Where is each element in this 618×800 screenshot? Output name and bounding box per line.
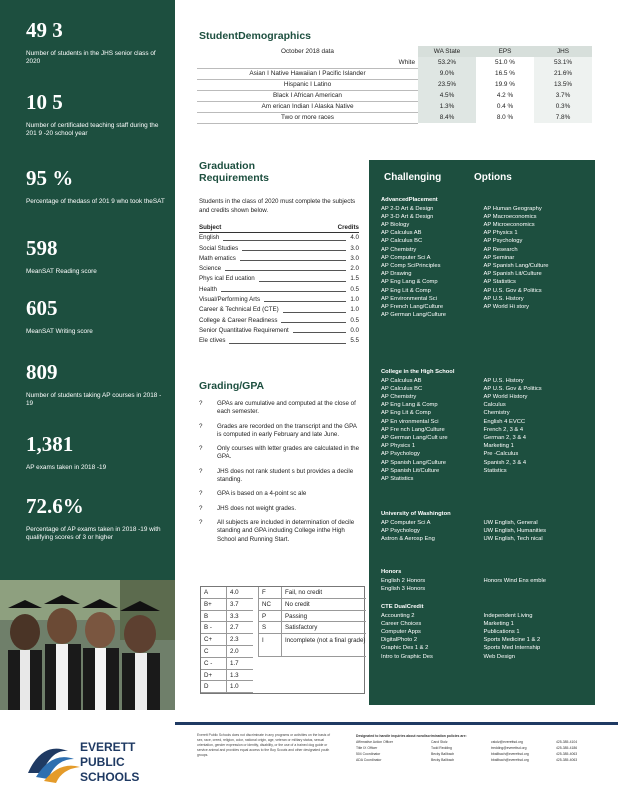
grade-letter: D xyxy=(201,681,226,693)
table-row xyxy=(199,305,359,315)
list-item: UW English, Tech nical xyxy=(483,536,543,542)
grade-letter: C - xyxy=(201,658,226,670)
demographics-title: StudentDemographics xyxy=(199,30,312,42)
list-item: AP 2-D Art & Design xyxy=(381,205,434,212)
list-item: AP German Lang/Cult ure xyxy=(381,435,448,442)
grade-mark: I xyxy=(259,634,281,657)
list-item: UW English, General xyxy=(483,519,538,526)
stat-teaching-staff xyxy=(26,90,166,139)
req-credits: 2.0 xyxy=(350,265,359,273)
req-leader-line xyxy=(229,336,346,343)
list-item: AP Research xyxy=(483,246,518,253)
list-item: Marketing 1 xyxy=(483,620,514,627)
contact-field: Affirmative Action Officer xyxy=(356,740,393,744)
options-right-column xyxy=(484,519,587,544)
list-item: Career Choices xyxy=(381,620,422,627)
demo-eps: 16.5 % xyxy=(476,68,534,79)
logo-word-everett: EVERETT xyxy=(80,740,136,754)
table-row xyxy=(199,254,359,264)
demo-wa: 9.0% xyxy=(418,68,476,79)
options-right-column xyxy=(484,377,587,484)
contact-field: 425-385-4104 xyxy=(556,740,578,744)
req-leader-line xyxy=(259,274,347,281)
stat-label: AP exams taken in 2018 -19 xyxy=(26,464,107,471)
options-columns xyxy=(381,577,586,593)
list-item: German 2, 3 & 4 xyxy=(483,435,527,442)
stat-label: MeanSAT Writing score xyxy=(26,328,93,335)
contact-field: Todd Redding xyxy=(431,746,452,750)
req-subject: Career & Technical Ed (CTE) xyxy=(199,306,279,314)
nondiscrimination-notice: Everett Public Schools does not discriminate in any programs or activities on the basis of sex, race, creed, religion, color, national origin, age, veteran or military status, sexual orientation, gender expression or identity, disability, or the use of a trained dog guide or service animal and provides equal access to the Boy Scouts and other designated youth groups. xyxy=(197,733,331,757)
list-item: AP Eng Lit & Comp xyxy=(381,287,431,294)
stat-ap-students xyxy=(26,360,166,409)
req-credits: 3.0 xyxy=(350,254,359,262)
req-credits: 0.5 xyxy=(350,285,359,293)
req-subject: College & Career Readiness xyxy=(199,316,278,324)
demo-eps: 0.4 % xyxy=(476,101,534,112)
grade-mark-description: Fail, no credit xyxy=(282,587,366,599)
demo-category: Asian I Native Hawaiian I Pacific Islander xyxy=(197,68,418,79)
contact-field: ADA Coordinator xyxy=(356,758,382,762)
list-item: AP Microeconomics xyxy=(483,222,535,228)
demo-wa: 53.2% xyxy=(418,57,476,68)
demo-header-jhs: JHS xyxy=(534,46,592,57)
list-item: ? Only courses with letter grades are calculated in the GPA. xyxy=(199,445,361,462)
req-subject: Social Studies xyxy=(199,244,239,252)
list-item: French 2, 3 & 4 xyxy=(483,426,524,433)
stat-label: MeanSAT Reading score xyxy=(26,268,97,275)
req-credits: 4.0 xyxy=(350,234,359,242)
options-right-column xyxy=(484,577,587,593)
list-item: AP Calculus AB xyxy=(381,377,422,384)
demo-eps: 51.0 % xyxy=(476,57,534,68)
stat-sat-reading xyxy=(26,236,166,276)
demo-eps: 8.0 % xyxy=(476,112,534,123)
list-item: AP Computer Sci A xyxy=(381,519,431,526)
list-item: AP En vironmental Sci xyxy=(381,418,439,425)
stat-value: 49 3 xyxy=(26,18,63,42)
grade-points: 4.0 xyxy=(227,587,253,599)
stat-label: Percentage of thedass of 201 9 who took theSAT xyxy=(26,198,165,205)
options-section-heading: Honors xyxy=(381,569,402,575)
demo-wa: 1.3% xyxy=(418,101,476,112)
contact-field: bballbach@everettsd.org xyxy=(491,752,529,756)
table-row xyxy=(197,68,592,79)
list-item: Accounting 2 xyxy=(381,612,415,619)
demo-category: Black I African American xyxy=(197,90,418,101)
list-item: AP German Lang/Culture xyxy=(381,312,446,319)
stat-value: 809 xyxy=(26,360,58,384)
grade-points: 1.7 xyxy=(227,658,253,670)
list-item: AP Eng Lit & Comp xyxy=(381,410,431,417)
list-item: ? GPA is based on a 4-point sc ale xyxy=(199,490,361,498)
list-item: Spanish 2, 3 & 4 xyxy=(483,459,527,466)
contact-field: 425-385-4063 xyxy=(556,758,578,762)
list-item: ? JHS does not rank student s but provides a decile standing. xyxy=(199,468,361,485)
stat-sat-percentage xyxy=(26,166,166,206)
demo-eps: 19.9 % xyxy=(476,79,534,90)
demo-jhs: 0.3% xyxy=(534,101,592,112)
req-credits: 1.0 xyxy=(350,306,359,314)
grade-mark: F xyxy=(259,587,281,599)
req-subject: Phys ical Ed ucation xyxy=(199,275,255,283)
options-left-column xyxy=(381,377,484,484)
grade-letter: B xyxy=(201,611,226,623)
grade-mark-description: Incomplete (not a final grade) xyxy=(282,634,366,657)
list-item: AP Fre nch Lang/Culture xyxy=(381,426,445,433)
contact-field: Carol Stolz xyxy=(431,740,448,744)
grade-mark-description-column xyxy=(282,587,366,657)
list-item: AP Psychology xyxy=(483,238,523,245)
demo-jhs: 53.1% xyxy=(534,57,592,68)
grade-mark: S xyxy=(259,622,281,634)
stat-sat-writing xyxy=(26,296,166,336)
demo-jhs: 3.7% xyxy=(534,90,592,101)
list-item: AP Physics 1 xyxy=(381,443,416,450)
list-item: Statistics xyxy=(483,467,507,474)
demo-header-wa: WA State xyxy=(418,46,476,57)
list-item: AP U.S. History xyxy=(483,295,524,302)
list-item: AP Calculus BC xyxy=(381,238,423,245)
stat-label: Percentage of AP exams taken in 2018 -19 with qualifying scores of 3 or higher xyxy=(26,526,161,542)
grade-points: 3.7 xyxy=(227,599,253,611)
demo-category: Hispanic I Latino xyxy=(197,79,418,90)
footer-contacts xyxy=(356,733,601,763)
options-columns xyxy=(381,205,586,320)
stat-ap-qualifying xyxy=(26,494,166,543)
table-row xyxy=(199,244,359,254)
list-item: AP Spanish Lit/Culture xyxy=(483,271,542,278)
list-item: AP Spanish Lit/Culture xyxy=(381,467,440,474)
list-item: ? GPAs are cumulative and computed at the close of each semester. xyxy=(199,400,361,417)
grade-letter: B+ xyxy=(201,599,226,611)
contacts-heading: Designated to handle inquiries about nondiscrimination policies are: xyxy=(356,734,467,738)
contact-field: Becky Ballbach xyxy=(431,758,455,762)
contact-row xyxy=(356,757,601,763)
grade-points: 3.3 xyxy=(227,611,253,623)
stat-value: 598 xyxy=(26,236,58,260)
grade-points-column xyxy=(227,587,253,693)
graduation-intro: Students in the class of 2020 must complete the subjects and credits shown below. xyxy=(199,198,356,214)
req-leader-line xyxy=(242,244,346,251)
list-item: AP Comp SciPrinciples xyxy=(381,263,441,270)
list-item: AP Eng Lang & Comp xyxy=(381,279,438,286)
table-row xyxy=(199,274,359,284)
list-item: Independent Living xyxy=(483,612,533,619)
demo-category: White xyxy=(197,57,418,68)
grade-scale-table xyxy=(200,586,365,694)
options-section xyxy=(381,568,586,593)
list-item: AP Environmental Sci xyxy=(381,295,437,302)
table-row xyxy=(199,233,359,243)
stat-label: Number of students in the JHS senior class of 2020 xyxy=(26,50,156,66)
table-row xyxy=(197,57,592,68)
table-row xyxy=(199,316,359,326)
req-credits: 1.5 xyxy=(350,275,359,283)
contact-field: tredding@everettsd.org xyxy=(491,746,527,750)
list-item: Marketing 1 xyxy=(483,443,514,450)
table-row xyxy=(197,79,592,90)
grade-mark-description: No credit xyxy=(282,599,366,611)
options-section xyxy=(381,510,586,543)
list-item: AP Eng Lang & Comp xyxy=(381,402,438,409)
grade-letter: D+ xyxy=(201,670,226,682)
graduation-title-line2: Requirements xyxy=(199,172,270,184)
stat-value: 72.6% xyxy=(26,494,84,518)
contact-field: bballbach@everettsd.org xyxy=(491,758,529,762)
list-item: ? JHS does not weight grades. xyxy=(199,505,361,513)
list-item: AP Human Geography xyxy=(483,205,542,212)
logo-word-public: PUBLIC xyxy=(80,755,125,769)
options-section xyxy=(381,368,586,483)
list-item: AP Statistics xyxy=(483,279,516,286)
graduation-title-line1: Graduation xyxy=(199,160,256,172)
contact-field: cstolz@everettsd.org xyxy=(491,740,523,744)
demo-jhs: 7.8% xyxy=(534,112,592,123)
grade-mark: P xyxy=(259,611,281,623)
list-item: AP Calculus BC xyxy=(381,385,423,392)
options-right-column xyxy=(484,205,587,320)
grade-mark-description: Satisfactory xyxy=(282,622,366,634)
list-item: AP Spanish Lang/Culture xyxy=(381,459,446,466)
contacts-rows xyxy=(356,739,601,763)
req-subject: Health xyxy=(199,285,217,293)
list-item: Pre -Calculus xyxy=(483,451,519,458)
req-leader-line xyxy=(221,285,347,292)
req-leader-line xyxy=(240,254,347,261)
req-leader-line xyxy=(225,264,346,271)
demo-jhs: 21.6% xyxy=(534,68,592,79)
list-item: AP Biology xyxy=(381,222,410,228)
district-logo-icon xyxy=(22,733,162,789)
contact-field: Becky Ballbach xyxy=(431,752,455,756)
table-row xyxy=(199,295,359,305)
options-columns xyxy=(381,519,586,544)
list-item: Intro to Graphic Des xyxy=(381,653,433,660)
list-item: Graphic Des 1 & 2 xyxy=(381,645,429,652)
req-header-credits: Credits xyxy=(337,224,359,231)
district-logo xyxy=(22,733,162,789)
list-item: AP Spanish Lang/Culture xyxy=(483,263,549,270)
footer-divider xyxy=(175,722,618,725)
list-item: AP Physics 1 xyxy=(483,230,518,237)
options-section-heading: AdvancedPlacement xyxy=(381,197,438,203)
list-item: AP Seminar xyxy=(483,254,515,261)
demo-header-eps: EPS xyxy=(476,46,534,57)
list-item: AP Drawing xyxy=(381,271,412,278)
req-leader-line xyxy=(264,295,346,302)
grade-points: 1.3 xyxy=(227,670,253,682)
req-subject: English xyxy=(199,234,220,242)
list-item: AP Calculus AB xyxy=(381,230,422,237)
stat-senior-class xyxy=(26,18,166,67)
table-row xyxy=(197,90,592,101)
options-section xyxy=(381,196,586,319)
list-item: Sports Medicine 1 & 2 xyxy=(483,637,541,644)
req-subject: Visual/Performing Arts xyxy=(199,296,261,304)
list-item: AP Computer Sci A xyxy=(381,254,431,261)
contact-field: 504 Coordinator xyxy=(356,752,381,756)
list-item: AP U.S. Gov & Politics xyxy=(483,287,542,294)
graduates-photo xyxy=(0,580,175,710)
contact-field: 425-385-4186 xyxy=(556,746,578,750)
stat-value: 95 % xyxy=(26,166,74,190)
table-row xyxy=(197,112,592,123)
demographics-table xyxy=(197,46,592,124)
demo-wa: 8.4% xyxy=(418,112,476,123)
demo-category: Two or more races xyxy=(197,112,418,123)
list-item: Astron & Aerosp Eng xyxy=(381,536,435,542)
list-item: Computer Apps xyxy=(381,629,421,635)
list-item: AP U.S. Gov & Politics xyxy=(483,385,542,392)
contact-field: Title IX Officer xyxy=(356,746,378,750)
list-item: Publications 1 xyxy=(483,629,520,635)
list-item: AP Chemistry xyxy=(381,394,417,400)
req-leader-line xyxy=(283,305,347,312)
demo-header-date: October 2018 data xyxy=(281,48,334,55)
table-row xyxy=(197,101,592,112)
demo-eps: 4.2 % xyxy=(476,90,534,101)
req-credits: 0.5 xyxy=(350,316,359,324)
options-section-heading: CTE DualCredit xyxy=(381,604,424,610)
list-item: UW English, Humanities xyxy=(483,527,546,534)
options-columns xyxy=(381,612,586,661)
list-item: AP U.S. History xyxy=(483,377,524,384)
table-row xyxy=(199,285,359,295)
grade-letter: B - xyxy=(201,622,226,634)
grade-letter-column xyxy=(201,587,227,693)
grade-points: 1.0 xyxy=(227,681,253,693)
list-item: AP Macroeconomics xyxy=(483,213,537,220)
req-leader-line xyxy=(281,316,346,323)
req-credits: 0.0 xyxy=(350,326,359,334)
requirements-table xyxy=(199,223,359,347)
req-leader-line xyxy=(223,233,346,240)
req-subject: Math ematics xyxy=(199,254,236,262)
list-item: AP French Lang/Culture xyxy=(381,304,444,311)
options-section-heading: College in the High School xyxy=(381,369,455,375)
grade-points: 2.0 xyxy=(227,646,253,658)
requirements-header xyxy=(199,223,359,233)
table-row xyxy=(199,326,359,336)
list-item: English 3 Honors xyxy=(381,585,426,592)
grade-points: 2.7 xyxy=(227,622,253,634)
grading-bullets xyxy=(199,400,361,550)
req-credits: 3.0 xyxy=(350,244,359,252)
grade-letter: C+ xyxy=(201,634,226,646)
challenging-options-panel xyxy=(369,160,595,705)
req-subject: Senior Quantitative Requirement xyxy=(199,326,289,334)
list-item: DigitalPhoto 2 xyxy=(381,637,418,644)
options-left-column xyxy=(381,519,484,544)
req-subject: Science xyxy=(199,265,222,273)
list-item: AP Psychology xyxy=(381,451,420,458)
grade-mark-description: Passing xyxy=(282,611,366,623)
grade-letter: C xyxy=(201,646,226,658)
list-item: AP 3-D Art & Design xyxy=(381,213,434,220)
logo-word-schools: SCHOOLS xyxy=(80,770,140,784)
stat-label: Number of certificated teaching staff during the 201 9 -20 school year xyxy=(26,122,159,138)
stat-label: Number of students taking AP courses in 2018 - 19 xyxy=(26,392,162,408)
graduates-photo-illustration xyxy=(0,580,175,710)
demo-category: Am erican Indian I Alaska Native xyxy=(197,101,418,112)
grade-mark: NC xyxy=(259,599,281,611)
req-header-subject: Subject xyxy=(199,224,222,231)
list-item: Calculus xyxy=(483,402,506,409)
list-item: AP Psychology xyxy=(381,527,420,534)
options-columns xyxy=(381,377,586,484)
list-item: English 4 EVCC xyxy=(483,418,526,425)
contact-field: 425-385-4063 xyxy=(556,752,578,756)
options-left-column xyxy=(381,205,484,320)
options-title: Challenging Options xyxy=(384,172,512,183)
grade-letter: A xyxy=(201,587,226,599)
list-item: AP Chemistry xyxy=(381,246,417,253)
list-item: AP World History xyxy=(483,394,528,400)
demo-wa: 23.5% xyxy=(418,79,476,90)
stat-value: 605 xyxy=(26,296,58,320)
list-item: AP World Hi story xyxy=(483,304,530,311)
list-item: AP Statistics xyxy=(381,476,414,483)
options-right-column xyxy=(484,612,587,661)
demo-jhs: 13.5% xyxy=(534,79,592,90)
table-row xyxy=(199,264,359,274)
stat-ap-exams xyxy=(26,432,166,472)
options-left-column xyxy=(381,577,484,593)
list-item: ? Grades are recorded on the transcript and the GPA is computed in early February and late June. xyxy=(199,423,361,440)
list-item: Web Design xyxy=(483,653,515,660)
stats-sidebar xyxy=(0,0,175,580)
list-item: ? All subjects are included in determination of decile standing and GPA including College inthe High School and Running Start. xyxy=(199,519,361,544)
stat-value: 1,381 xyxy=(26,432,74,456)
list-item: English 2 Honors xyxy=(381,577,426,584)
grade-points: 2.3 xyxy=(227,634,253,646)
graduation-title xyxy=(199,160,269,184)
req-leader-line xyxy=(293,326,347,333)
options-left-column xyxy=(381,612,484,661)
list-item: Honors Wind Ens emble xyxy=(483,577,547,584)
options-section-heading: University of Washington xyxy=(381,511,451,517)
stat-value: 10 5 xyxy=(26,90,63,114)
grading-title: Grading/GPA xyxy=(199,380,265,392)
req-credits: 1.0 xyxy=(350,296,359,304)
grade-mark-column xyxy=(258,587,282,657)
options-section xyxy=(381,603,586,661)
table-row xyxy=(199,336,359,346)
list-item: Sports Med Internship xyxy=(483,645,541,652)
demo-wa: 4.5% xyxy=(418,90,476,101)
requirements-rows xyxy=(199,233,359,346)
req-credits: 5.5 xyxy=(350,337,359,345)
list-item: Chemistry xyxy=(483,410,510,417)
req-subject: Ele ctives xyxy=(199,337,226,345)
